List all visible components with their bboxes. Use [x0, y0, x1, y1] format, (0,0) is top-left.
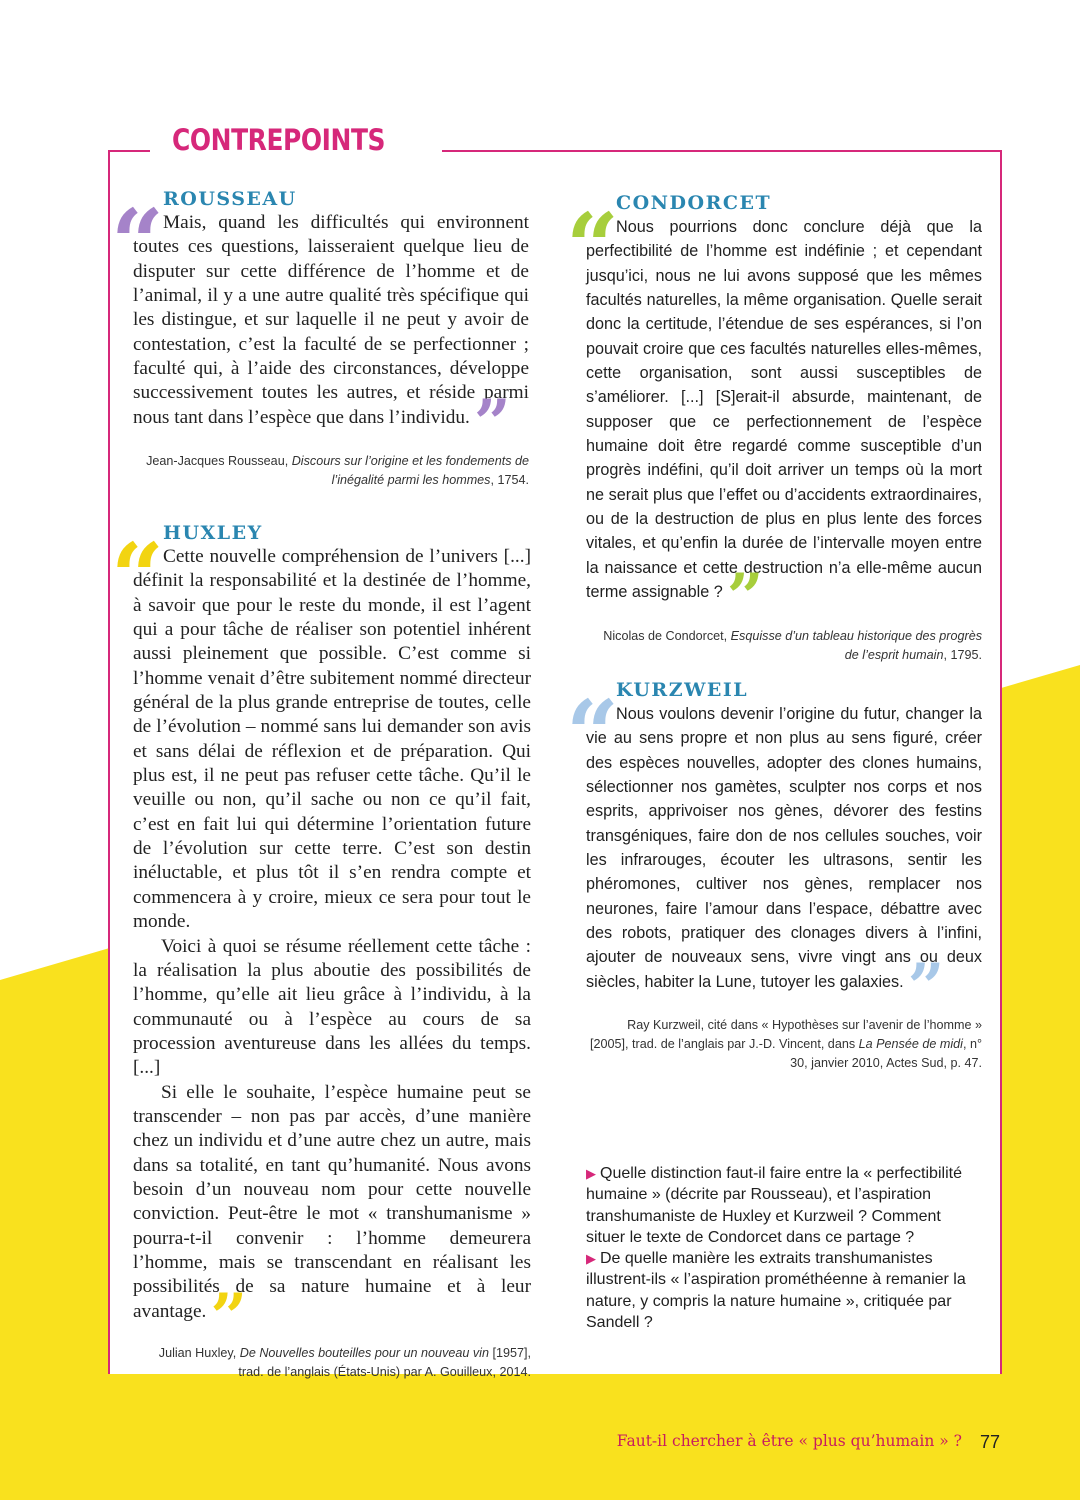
- condorcet-source: [586, 627, 982, 665]
- rousseau-excerpt: [111, 187, 529, 490]
- open-quote-icon: “: [111, 189, 164, 297]
- page-number: 77: [980, 1432, 1001, 1452]
- source-author: Julian Huxley,: [158, 1346, 237, 1360]
- kurzweil-text-body: Nous voulons devenir l’origine du futur, changer la vie au sens propre et non plus au sens figuré, créer des espèces nouvelles, adopter des clones humains, sélectionner nos gamètes, sculpter nos corps et nos esprits, apprivoiser nos gènes, dévorer des festins transgéniques, faire don de nos cellules souches, voir les infrarouges, écouter les ultrasons, sentir les phéromones, cultiver nos gènes, remplacer nos neurones, faire l’amour dans l’espace, débattre avec des robots, pratiquer des clonages divers à l’infini, ajouter de nouveaux sens, vivre vingt ans ou deux siècles, habiter la Lune, tutoyer les galaxies.: [586, 705, 982, 991]
- section-title: CONTREPOINTS: [172, 123, 386, 157]
- huxley-paragraph-1: Cette nouvelle compréhension de l’univers [...] définit la responsabilité et la destinée de l’homme, à savoir que pour le reste du monde, il est l’agent qui a pour tâche de réaliser son potentiel inhérent aussi pleinement que possible. C’est comme si l’homme venait d’être subitement nommé directeur général de la plus grande entreprise de toutes, celle de l’évolution – nommé sans lui demander son avis et sans délai de réflexion et de préparation. Qui plus est, il ne peut pas refuser cette tâche. Qu’il le veuille ou non, qu’il sache ou non ce qu’il fait, c’est en fait lui qui détermine l’orientation future de l’évolution sur cette terre. C’est son destin inéluctable, et plus tôt il s’en rendra compte et commencera à y croire, mieux ce sera pour tout le monde.: [133, 546, 531, 933]
- kurzweil-text: [586, 702, 982, 1025]
- source-details: [1957], trad. de l’anglais (États-Unis) par A. Gouilleux, 2014.: [238, 1346, 531, 1379]
- source-title: Discours sur l’origine et les fondements de l’inégalité parmi les hommes: [291, 454, 529, 488]
- question-2: [586, 1248, 976, 1333]
- source-suffix: , n° 30, janvier 2010, Actes Sud, p. 47.: [790, 1037, 982, 1071]
- author-rousseau: ROUSSEAU: [163, 188, 297, 210]
- source-prefix: Ray Kurzweil, cité dans « Hypothèses sur l’avenir de l’homme » [2005], trad. de l’anglais par J.-D. Vincent, dans: [590, 1018, 982, 1052]
- condorcet-excerpt: [566, 191, 982, 665]
- arrow-icon: ▶: [586, 1166, 596, 1181]
- huxley-paragraph-2: Voici à quoi se résume réellement cette tâche : la réalisation la plus aboutie des possibilités de l’homme, qu’elle ait lieu grâce à l’individu, à la communauté ou à l’espèce au cours de sa procession aventureuse dans les allées du temps. [...]: [133, 935, 531, 1079]
- arrow-icon: ▶: [586, 1251, 596, 1267]
- author-huxley: HUXLEY: [163, 522, 263, 544]
- question-1-text: Quelle distinction faut-il faire entre la « perfectibilité humaine » (décrite par Rousseau), et l’aspiration transhumaniste de Huxley et Kurzweil ? Comment situer le texte de Condorcet dans ce partage ?: [586, 1165, 962, 1246]
- huxley-source: [133, 1344, 531, 1382]
- source-title: La Pensée de midi: [858, 1037, 963, 1052]
- rousseau-text-body: Mais, quand les difficultés qui environnent toutes ces questions, laisseraient quelque lieu de disputer sur cette différence de l’homme et de l’animal, il y a une autre qualité très spécifique qui les distingue, et sur laquelle il ne peut y avoir de contestation, c’est la faculté de se perfectionner ; faculté qui, à l’aide des circonstances, développe successivement toutes les autres, et réside parmi nous tant dans l’espèce que dans l’individu.: [133, 212, 529, 428]
- close-quote-icon: ”: [907, 949, 945, 1025]
- author-condorcet: CONDORCET: [616, 192, 772, 214]
- huxley-paragraph-3-body: Si elle le souhaite, l’espèce humaine peut se transcender – non pas par accès, d’une manière chez un individu et d’une autre chez un autre, mais dans sa totalité, en tant qu’humanité. Nous avons besoin d’un nouveau nom pour cette nouvelle conviction. Peut-être le mot « transhumanisme » pourra-t-il convenir : l’homme demeurera l’homme, mais se transcendant en réalisant les possibilités de sa nature humaine et à leur avantage.: [133, 1081, 531, 1322]
- open-quote-icon: “: [111, 523, 164, 631]
- question-1: [586, 1163, 976, 1248]
- close-quote-icon: ”: [473, 385, 511, 461]
- source-author: Nicolas de Condorcet,: [603, 628, 728, 643]
- source-author: Jean-Jacques Rousseau,: [146, 454, 289, 469]
- close-quote-icon: ”: [726, 560, 764, 636]
- condorcet-text-body: Nous pourrions donc conclure déjà que la perfectibilité de l’homme est indéfinie ; et cependant jusqu’ici, nous ne lui avons supposé que les mêmes facultés naturelles, la même organisation. Quelle serait donc la certitude, l’étendue de ses espérances, si l’on pouvait croire que ces facultés naturelles elles-mêmes, cette organisation, sont aussi susceptibles de s’améliorer. [...] [S]erait-il absurde, maintenant, de supposer que ce perfectionnement de l’espèce humaine doit être regardé comme susceptible d’un progrès indéfini, qu’il doit arriver un temps où la mort ne serait plus que l’effet ou d’accidents extraordinaires, ou de la destruction de plus en plus lente des forces vitales, et qu’enfin la durée de l’intervalle moyen entre la naissance et cette destruction n’a elle-même aucun terme assignable ?: [586, 218, 982, 602]
- kurzweil-excerpt: [566, 678, 982, 1073]
- close-quote-icon: ”: [210, 1279, 248, 1355]
- open-quote-icon: “: [566, 193, 619, 301]
- kurzweil-source: [586, 1016, 982, 1073]
- huxley-excerpt: [111, 521, 531, 1382]
- open-quote-icon: “: [566, 680, 619, 788]
- source-date: , 1754.: [490, 473, 529, 488]
- source-title: De Nouvelles bouteilles pour un nouveau vin: [239, 1346, 489, 1360]
- section-header: [150, 118, 442, 162]
- author-kurzweil: KURZWEIL: [616, 679, 749, 701]
- rousseau-source: [133, 452, 529, 490]
- source-date: , 1795.: [943, 647, 982, 662]
- questions-block: [586, 1163, 976, 1333]
- source-title: Esquisse d’un tableau historique des progrès de l’esprit humain: [730, 628, 982, 662]
- rousseau-text: [133, 211, 529, 461]
- question-2-text: De quelle manière les extraits transhumanistes illustrent-ils « l’aspiration prométhéenne à remanier la nature, y compris la nature humaine », critiquée par Sandell ?: [586, 1250, 966, 1332]
- footer-title: Faut-il chercher à être « plus qu’humain » ?: [616, 1432, 962, 1450]
